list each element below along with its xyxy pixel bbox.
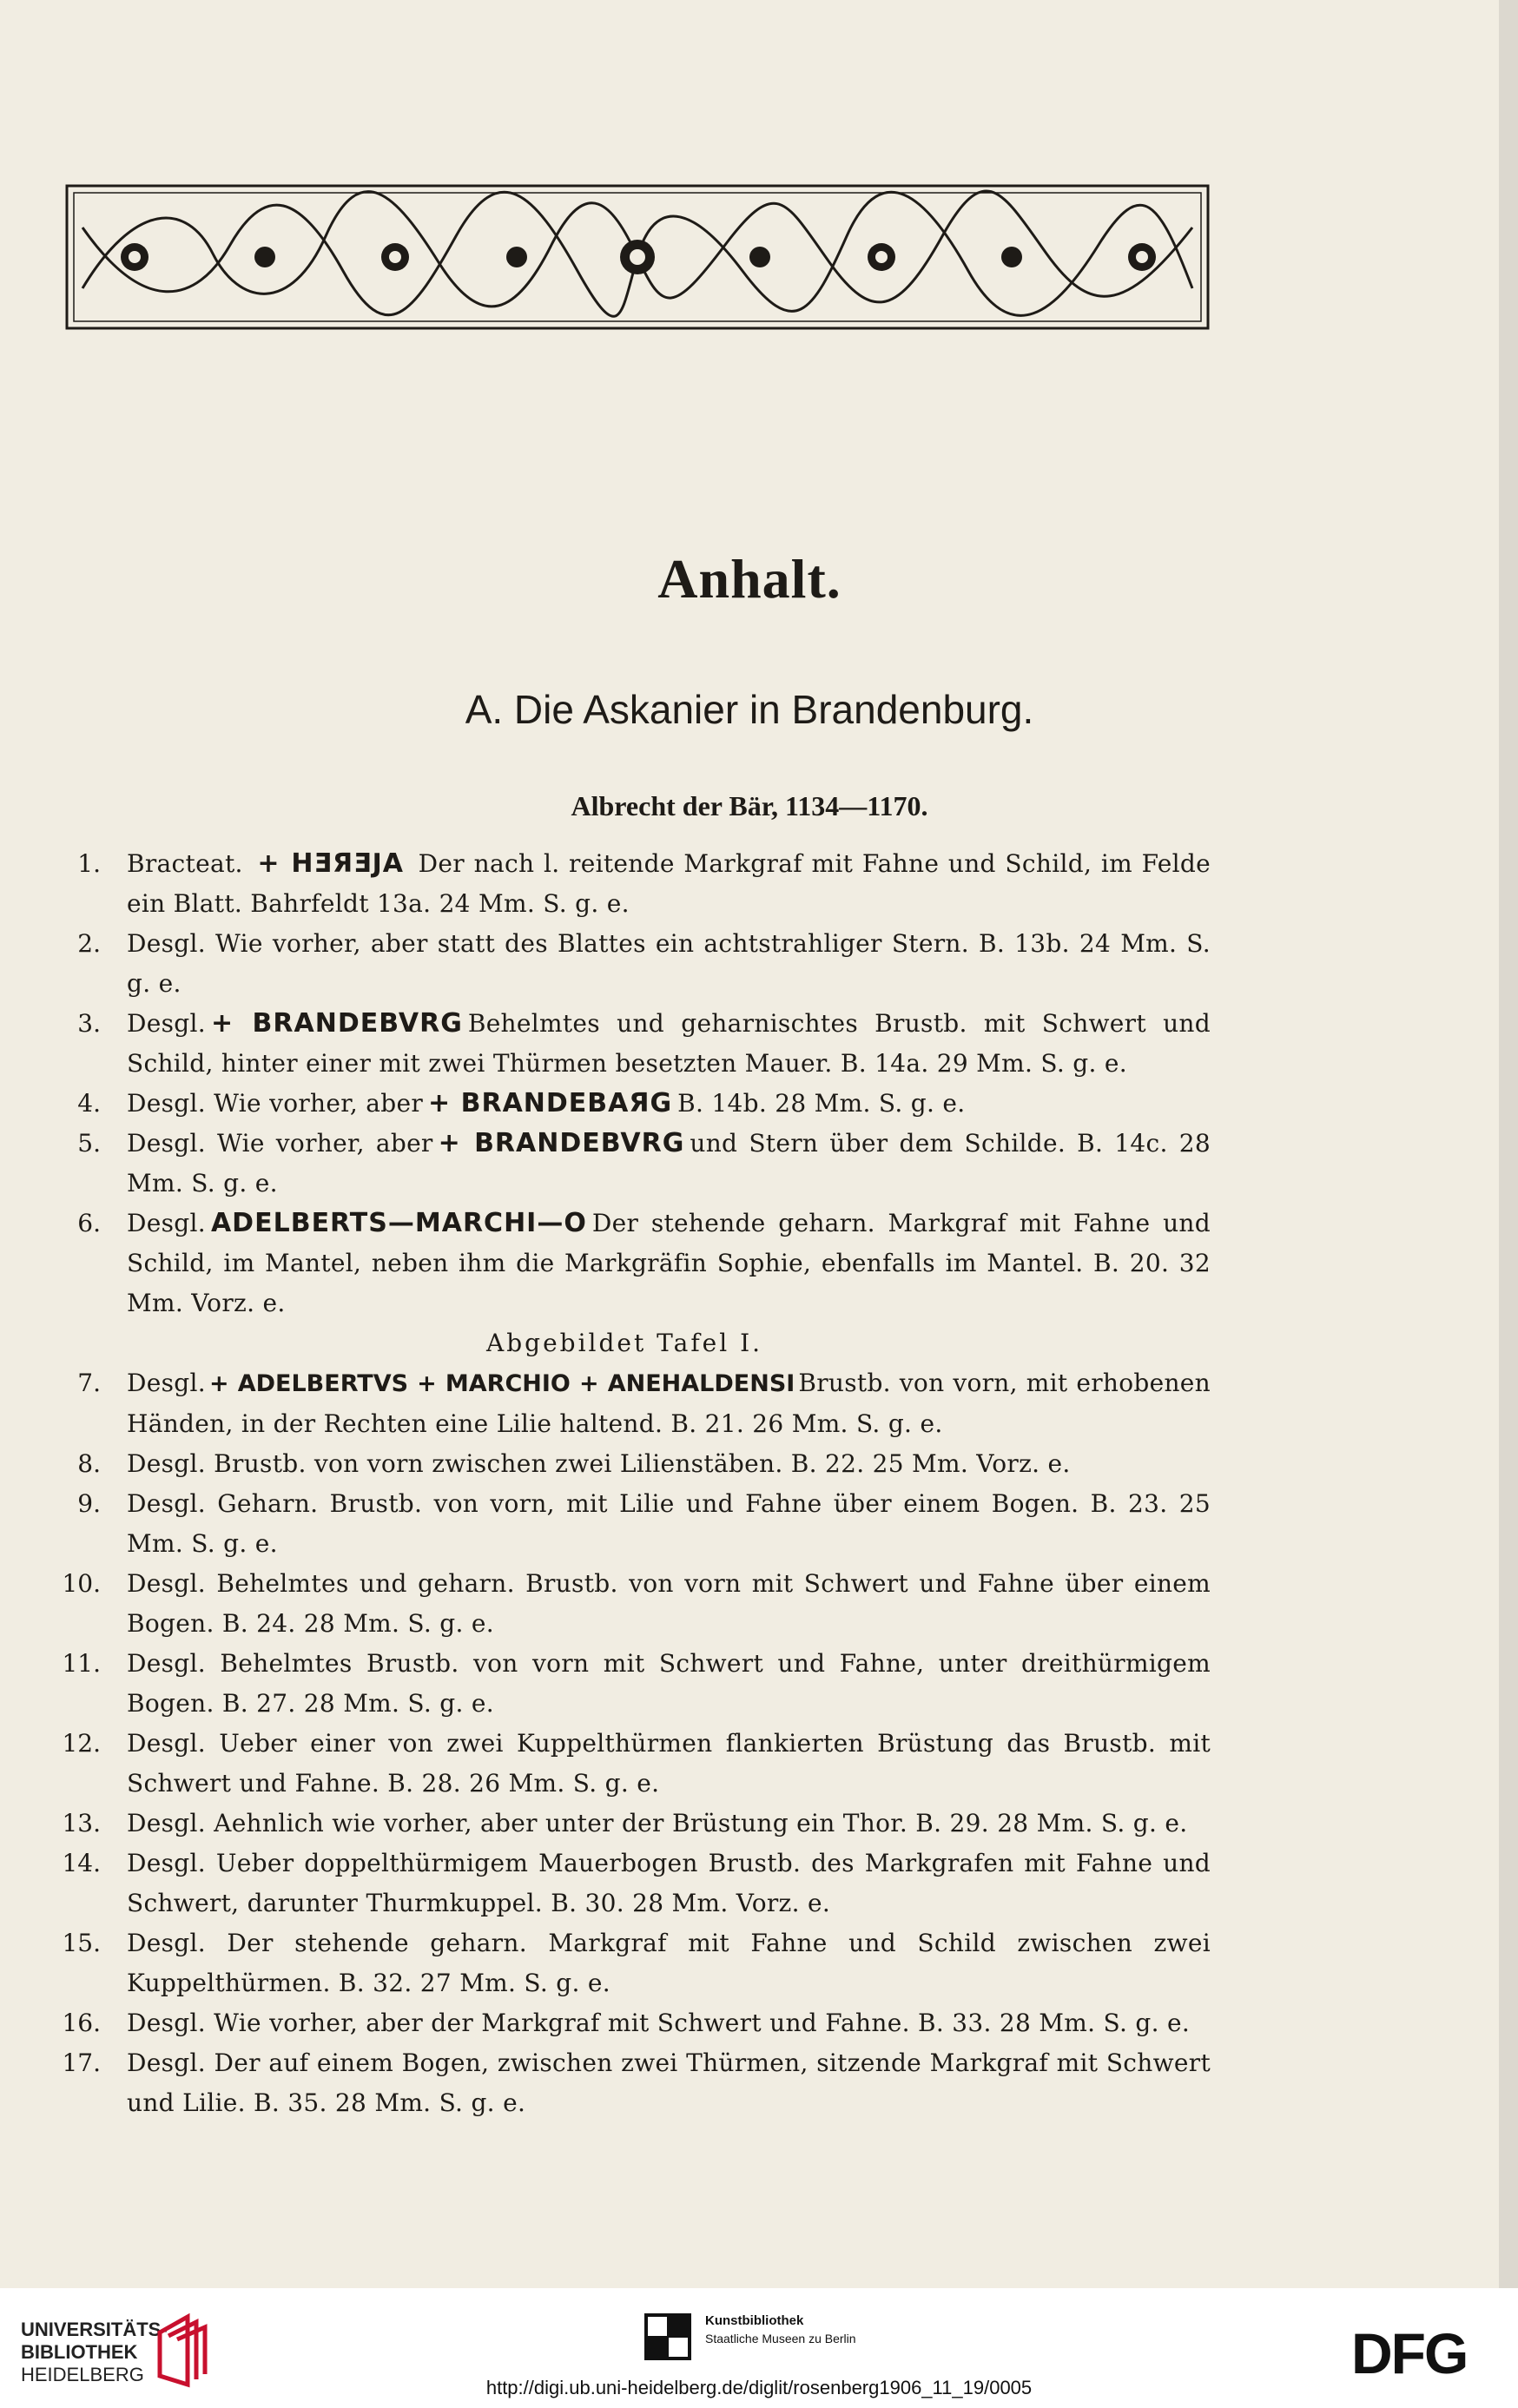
list-item	[0, 1844, 1499, 1923]
entry-lead: Desgl. Ueber doppelthürmigem Mauerbogen Brustb. des Markgrafen mit Fahne und Schwert, darunter Thurmkuppel. B. 30. 28 Mm. Vorz. e.	[127, 1849, 1211, 1917]
entry-number: 4.	[77, 1089, 101, 1118]
page-url-link[interactable]: http://digi.ub.uni-heidelberg.de/diglit/rosenberg1906_11_19/0005	[485, 2377, 1033, 2398]
entry-lead: Desgl. Geharn. Brustb. von vorn, mit Lilie und Fahne über einem Bogen. B. 23. 25 Mm. S. g. e.	[127, 1489, 1211, 1558]
entry-number: 3.	[77, 1009, 101, 1038]
entry-text	[127, 1004, 1211, 1084]
entry-text	[127, 2043, 1211, 2123]
entry-lead: Desgl. Wie vorher, aber	[127, 1089, 424, 1118]
list-item	[0, 1204, 1499, 1363]
entry-lead: Desgl. Brustb. von vorn zwischen zwei Lilienstäben. B. 22. 25 Mm. Vorz. e.	[127, 1449, 1071, 1478]
list-item	[0, 1124, 1499, 1204]
entry-description: und Stern über dem Schilde. B. 14c. 28 Mm. S. g. e.	[127, 1129, 1211, 1197]
entry-number: 8.	[77, 1449, 101, 1478]
logo-text-line: HEIDELBERG	[21, 2364, 144, 2385]
page-title: Anhalt.	[657, 548, 842, 610]
entry-lead: Desgl.	[127, 1369, 206, 1397]
coin-legend: + BRANDEBAЯG	[428, 1088, 673, 1118]
entry-description: Brustb. von vorn, mit erhobenen Händen, in der Rechten eine Lilie haltend. B. 21. 26 Mm. S. g. e.	[127, 1369, 1211, 1438]
entry-lead: Desgl. Wie vorher, aber der Markgraf mit Schwert und Fahne. B. 33. 28 Mm. S. g. e.	[127, 2009, 1191, 2037]
logo-text-line: Kunstbibliothek	[705, 2313, 804, 2328]
entry-number: 10.	[62, 1569, 101, 1598]
entry-text	[127, 1644, 1211, 1724]
logo-text-line: Staatliche Museen zu Berlin	[705, 2332, 856, 2345]
entry-number: 15.	[62, 1929, 101, 1957]
entry-text	[127, 1564, 1211, 1644]
catalogue-list	[0, 844, 1499, 2123]
kunstbibliothek-logo-icon	[644, 2313, 691, 2360]
entry-description: Der stehende geharn. Markgraf mit Fahne und Schild, im Mantel, neben ihm die Markgräfin Sophie, ebenfalls im Mantel. B. 20. 32 Mm. Vorz. e.	[127, 1209, 1211, 1317]
list-item	[0, 1004, 1499, 1084]
entry-lead: Bracteat.	[127, 849, 253, 878]
list-item	[0, 1363, 1499, 1444]
entry-text	[127, 1204, 1211, 1323]
entry-number: 14.	[62, 1849, 101, 1877]
entry-description: B. 14b. 28 Mm. S. g. e.	[677, 1089, 966, 1118]
entry-text	[127, 1804, 1211, 1844]
entry-number: 5.	[77, 1129, 101, 1158]
list-item	[0, 2003, 1499, 2043]
entry-text	[127, 1444, 1211, 1484]
entry-number: 6.	[77, 1209, 101, 1237]
entry-lead: Desgl. Der auf einem Bogen, zwischen zwei Thürmen, sitzende Markgraf mit Schwert und Lilie. B. 35. 28 Mm. S. g. e.	[127, 2048, 1211, 2117]
entry-lead: Desgl. Der stehende geharn. Markgraf mit Fahne und Schild zwischen zwei Kuppelthürmen. B. 32. 27 Mm. S. g. e.	[127, 1929, 1211, 1997]
list-item	[0, 1644, 1499, 1724]
entry-lead: Desgl. Wie vorher, aber	[127, 1129, 433, 1158]
entry-number: 13.	[62, 1809, 101, 1837]
list-item	[0, 2043, 1499, 2123]
entry-text	[127, 1724, 1211, 1804]
entry-text	[127, 1363, 1211, 1444]
entry-description: Der nach l. reitende Markgraf mit Fahne und Schild, im Felde ein Blatt. Bahrfeldt 13a. 24 Mm. S. g. e.	[127, 849, 1211, 918]
list-item	[0, 1084, 1499, 1124]
entry-text	[127, 924, 1211, 1004]
list-item	[0, 1804, 1499, 1844]
entry-number: 7.	[77, 1369, 101, 1397]
coin-legend: + ADELBERTVS + MARCHIO + ANEHALDENSI	[208, 1370, 795, 1397]
coin-legend: + BRANDEBVRG	[210, 1008, 463, 1039]
list-item	[0, 1923, 1499, 2003]
entry-text	[127, 844, 1211, 924]
section-heading: Albrecht der Bär, 1134—1170.	[571, 790, 928, 821]
entry-lead: Desgl. Ueber einer von zwei Kuppelthürmen flankierten Brüstung das Brustb. mit Schwert und Fahne. B. 28. 26 Mm. S. g. e.	[127, 1729, 1211, 1798]
entry-text	[127, 1844, 1211, 1923]
page-edge	[1499, 0, 1518, 2288]
list-item	[0, 1564, 1499, 1644]
entry-lead: Desgl. Behelmtes Brustb. von vorn mit Schwert und Fahne, unter dreithürmigem Bogen. B. 27. 28 Mm. S. g. e.	[127, 1649, 1211, 1718]
coin-legend: + BRANDEBVRG	[438, 1128, 685, 1158]
decorative-ornament-banner	[65, 184, 1210, 330]
entry-number: 17.	[62, 2048, 101, 2077]
entry-text	[127, 2003, 1211, 2043]
entry-text	[127, 1124, 1211, 1204]
entry-lead: Desgl.	[127, 1009, 206, 1038]
entry-number: 2.	[77, 929, 101, 958]
list-item	[0, 1444, 1499, 1484]
entry-number: 16.	[62, 2009, 101, 2037]
logo-text-line: UNIVERSITÄTS-	[21, 2319, 168, 2340]
entry-lead: Desgl.	[127, 1209, 206, 1237]
chapter-heading: A. Die Askanier in Brandenburg.	[465, 687, 1034, 732]
entry-number: 11.	[62, 1649, 101, 1678]
entry-lead: Desgl. Aehnlich wie vorher, aber unter der Brüstung ein Thor. B. 29. 28 Mm. S. g. e.	[127, 1809, 1188, 1837]
list-item	[0, 1484, 1499, 1564]
entry-number: 1.	[77, 849, 101, 878]
coin-legend: ADELBERTS—MARCHI—O	[210, 1208, 587, 1238]
dfg-logo[interactable]: DFG	[1351, 2321, 1468, 2385]
list-item	[0, 1724, 1499, 1804]
logo-text-line: BIBLIOTHEK	[21, 2341, 138, 2363]
entry-text	[127, 1923, 1211, 2003]
coin-legend: + HƎЯƎJA	[257, 848, 404, 879]
entry-number: 9.	[77, 1489, 101, 1518]
entry-lead: Desgl. Behelmtes und geharn. Brustb. von vorn mit Schwert und Fahne über einem Bogen. B. 24. 28 Mm. S. g. e.	[127, 1569, 1211, 1638]
entry-number: 12.	[62, 1729, 101, 1758]
entry-text	[127, 1484, 1211, 1564]
entry-description: Behelmtes und geharnischtes Brustb. mit Schwert und Schild, hinter einer mit zwei Thürmen besetzten Mauer. B. 14a. 29 Mm. S. g. e.	[127, 1009, 1211, 1078]
list-item	[0, 924, 1499, 1004]
entry-text	[127, 1084, 1211, 1124]
figure-reference: Abgebildet Tafel I.	[486, 1329, 763, 1357]
kunstbibliothek-logo[interactable]	[705, 2312, 856, 2347]
entry-lead: Desgl. Wie vorher, aber statt des Blattes ein achtstrahliger Stern. B. 13b. 24 Mm. S. g. e.	[127, 929, 1211, 998]
list-item	[0, 844, 1499, 924]
